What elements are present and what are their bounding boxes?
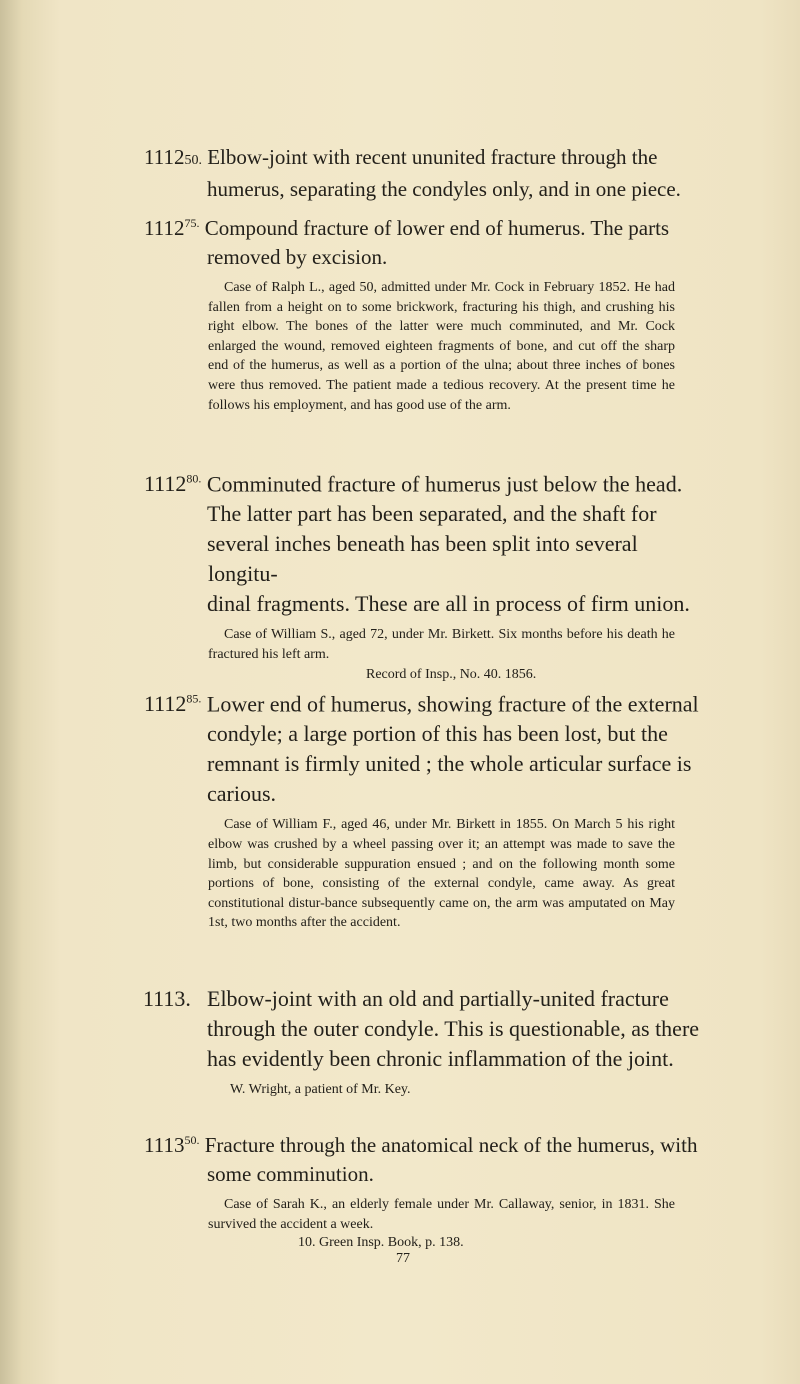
entry-heading — [145, 209, 705, 243]
record-reference: 10. Green Insp. Book, p. 138. — [298, 1235, 464, 1251]
catalogue-entry — [145, 143, 705, 204]
entry-heading-cont — [145, 175, 705, 204]
entry-title-line: condyle; a large portion of this has been lost, but the — [207, 721, 668, 747]
entry-title-line: Lower end of humerus, showing fracture of the external — [206, 691, 699, 717]
entry-number: $1112^{80.}$ — [144, 471, 202, 497]
entry-title-line: several inches beneath has been split into several longitu- — [207, 531, 638, 587]
case-note: Case of Ralph L., aged 50, admitted under Mr. Cock in February 1852. He had fallen from a height on to some brickwork, fracturing his thigh, and crushing his right elbow. The bones of the latter were much comminuted, and Mr. Cock enlarged the wound, removed eighteen fragments of bone, and cut off the sharp end of the humerus, as well as a portion of the ulna; about three inches of bones were thus removed. The patient made a tedious recovery. At the present time he follows his employment, and has good use of the arm. — [208, 280, 675, 413]
entry-heading-cont — [145, 1160, 705, 1189]
entry-title-line: remnant is firmly united ; the whole articular surface is — [207, 751, 692, 777]
entry-heading — [145, 143, 705, 175]
entry-title-line: Elbow-joint with an old and partially-united fracture — [207, 986, 669, 1011]
entry-heading-cont — [145, 529, 705, 589]
entry-title-line: Compound fracture of lower end of humerus. The parts — [204, 216, 670, 240]
entry-title-line: removed by excision. — [207, 245, 388, 269]
entry-number: $1112^{75.}$ — [144, 216, 200, 240]
catalogue-entry — [145, 984, 705, 1100]
page-number: 77 — [396, 1251, 410, 1267]
entry-title-line: carious. — [207, 781, 277, 807]
entry-title-line: some comminution. — [207, 1162, 374, 1186]
entry-heading — [145, 984, 705, 1014]
entry-heading — [145, 1126, 705, 1160]
catalogue-entry — [145, 464, 705, 684]
entry-title-line: has evidently been chronic inflammation of the joint. — [207, 1046, 674, 1071]
entry-heading-cont — [145, 499, 705, 529]
entry-heading-cont — [145, 589, 705, 619]
entry-title-line: Comminuted fracture of humerus just below the head. — [206, 471, 683, 497]
entry-heading-cont — [145, 243, 705, 272]
catalogue-entry — [145, 684, 705, 933]
entry-title-line: humerus, separating the condyles only, and in one piece. — [207, 177, 681, 201]
case-note: W. Wright, a patient of Mr. Key. — [230, 1082, 411, 1097]
entry-title-line: The latter part has been separated, and the shaft for — [207, 501, 657, 527]
catalogue-entry — [145, 209, 705, 415]
entry-title-line: Elbow-joint with recent ununited fracture through the — [207, 145, 658, 169]
entry-number: $1112^{85.}$ — [144, 691, 202, 717]
case-note: Case of William S., aged 72, under Mr. Birkett. Six months before his death he fractured his left arm. — [208, 627, 675, 662]
entry-heading-cont — [145, 779, 705, 809]
entry-heading — [145, 684, 705, 719]
catalogue-entry — [145, 1126, 705, 1266]
entry-heading-cont — [145, 1014, 705, 1044]
entry-heading-cont — [145, 1044, 705, 1074]
entry-title-line: dinal fragments. These are all in process of firm union. — [207, 591, 690, 617]
entry-title-line: Fracture through the anatomical neck of the humerus, with — [204, 1133, 698, 1157]
entry-title-line: through the outer condyle. This is questionable, as there — [207, 1016, 700, 1041]
entry-heading-cont — [145, 749, 705, 779]
entry-number: $1113^{50.}$ — [144, 1133, 200, 1157]
case-note: Case of Sarah K., an elderly female under Mr. Callaway, senior, in 1831. She survived the accident a week. — [208, 1197, 675, 1232]
entry-heading-cont — [145, 719, 705, 749]
entry-heading — [145, 464, 705, 499]
record-reference: Record of Insp., No. 40. 1856. — [366, 666, 537, 682]
case-note: Case of William F., aged 46, under Mr. Birkett in 1855. On March 5 his right elbow was crushed by a wheel passing over it; an attempt was made to save the limb, but considerable suppuration ensued ; and on the following month some portions of bone, consisting of the external condyle, came away. As great constitutional distur-bance subsequently came on, the arm was amputated on May 1st, two months after the accident. — [208, 817, 675, 931]
entry-number: 111250. — [144, 145, 202, 169]
entry-number: 1113. — [143, 986, 191, 1011]
